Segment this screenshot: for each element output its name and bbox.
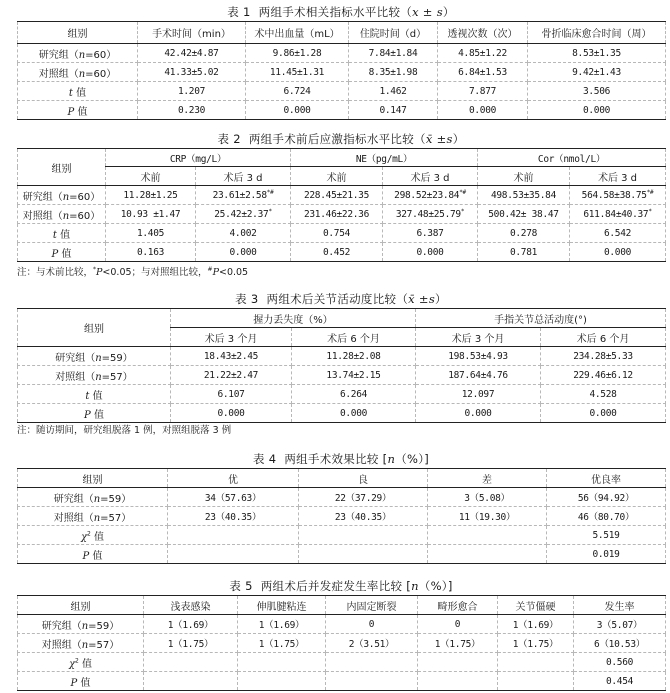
cell: 10.93 ±1.47: [106, 205, 196, 224]
cell: 0.278: [478, 224, 570, 243]
column-header: 优: [168, 469, 299, 488]
cell: 1（1.75）: [238, 634, 326, 653]
column-header: 内固定断裂: [326, 596, 418, 615]
table-4-grid: [17, 468, 666, 564]
cell: 234.28±5.33: [541, 347, 666, 366]
header-row: [18, 469, 666, 488]
table-title: 两组手术效果比较 [: [284, 452, 388, 466]
table-number: 表 2: [217, 132, 241, 146]
cell: 0: [326, 615, 418, 634]
table-5-grid: [17, 595, 666, 691]
significance-mark: *: [648, 208, 652, 215]
cell: 1（1.75）: [418, 634, 498, 653]
cell: 56（94.92）: [547, 488, 666, 507]
cell: 0.163: [106, 243, 196, 262]
table-1-grid: [17, 21, 666, 120]
table-number: 表 3: [235, 292, 259, 306]
column-header: 良: [299, 469, 428, 488]
column-header: 组别: [18, 309, 171, 347]
stat-notation: n: [411, 579, 419, 593]
column-header: 术后 3 d: [570, 167, 666, 186]
cell: 327.48±25.79*: [383, 205, 478, 224]
cell: [168, 545, 299, 564]
cell: 11（19.30）: [428, 507, 547, 526]
cell: 0.147: [349, 101, 438, 120]
row-label: 研究组（n=59）: [18, 488, 168, 507]
column-header: 术后 3 个月: [416, 328, 541, 347]
cell: [418, 653, 498, 672]
cell: [498, 653, 574, 672]
cell: 0.000: [246, 101, 349, 120]
cell: 11.28±2.08: [292, 347, 416, 366]
cell: 1（1.69）: [498, 615, 574, 634]
table-row: [18, 366, 666, 385]
chi-square-row: [18, 653, 666, 672]
header-row: [18, 596, 666, 615]
column-group-header: 握力丢失度（%）: [171, 309, 416, 328]
row-label: $\chi^2$ 值: [18, 653, 144, 672]
column-header: 术前: [478, 167, 570, 186]
header-row: [18, 149, 666, 167]
column-header: 骨折临床愈合时间（周）: [528, 22, 666, 44]
cell: [428, 545, 547, 564]
cell: [326, 672, 418, 691]
cell: 22（37.29）: [299, 488, 428, 507]
table-3-grid: [17, 308, 666, 423]
cell: 0.000: [416, 404, 541, 423]
cell: 1.207: [138, 82, 246, 101]
column-header: 术后 3 个月: [171, 328, 292, 347]
table-4-caption: 表 4 两组手术效果比较 [n（%）]: [252, 452, 430, 466]
row-label: t 值: [18, 82, 138, 101]
column-header: 伸肌腱粘连: [238, 596, 326, 615]
p-value-row: [18, 545, 666, 564]
cell: 3.506: [528, 82, 666, 101]
cell: [144, 672, 238, 691]
cell: 0.019: [547, 545, 666, 564]
table-2-grid: [17, 148, 666, 262]
p-value-row: [18, 101, 666, 120]
cell: [498, 672, 574, 691]
cell: [144, 653, 238, 672]
t-value-row: [18, 385, 666, 404]
cell: 0.000: [171, 404, 292, 423]
table-title: 两组术后并发症发生率比较 [: [260, 579, 412, 593]
cell: 6.84±1.53: [438, 63, 528, 82]
cell: 298.52±23.84*#: [383, 186, 478, 205]
cell: 0.454: [574, 672, 666, 691]
cell: 198.53±4.93: [416, 347, 541, 366]
cell: 4.528: [541, 385, 666, 404]
table-3-caption: 表 3 两组术后关节活动度比较（x̄ ±s）: [235, 292, 447, 306]
cell: 2（3.51）: [326, 634, 418, 653]
row-label: 对照组（n=57）: [18, 634, 144, 653]
cell: [299, 545, 428, 564]
column-header: 住院时间（d）: [349, 22, 438, 44]
cell: 8.53±1.35: [528, 44, 666, 63]
cell: [238, 672, 326, 691]
cell: 0.452: [291, 243, 383, 262]
column-header: 组别: [18, 22, 138, 44]
row-label: P 值: [18, 545, 168, 564]
table-3-note: 注：随访期间，研究组脱落 1 例，对照组脱落 3 例: [17, 425, 232, 436]
cell: 498.53±35.84: [478, 186, 570, 205]
column-header: 组别: [18, 469, 168, 488]
cell: 1（1.75）: [498, 634, 574, 653]
cell: 11.45±1.31: [246, 63, 349, 82]
column-header: 术后 6 个月: [292, 328, 416, 347]
table-2-note: 注：与术前比较，*P<0.05；与对照组比较，#P<0.05: [17, 266, 249, 278]
cell: 0.000: [541, 404, 666, 423]
column-header: 术前: [291, 167, 383, 186]
column-group-header: 手指关节总活动度(°): [416, 309, 666, 328]
column-group-header: NE（pg/mL）: [291, 149, 478, 167]
cell: 0.781: [478, 243, 570, 262]
cell: 12.097: [416, 385, 541, 404]
cell: 7.877: [438, 82, 528, 101]
row-label: 对照组（n=60）: [18, 205, 106, 224]
subheader-row: [18, 167, 666, 186]
table-3: [17, 291, 665, 439]
significance-mark: *#: [646, 189, 654, 196]
table-title: 两组手术前后应激指标水平比较（: [248, 132, 426, 146]
header-row: [18, 22, 666, 44]
stat-notation: x ± s: [412, 5, 443, 19]
column-group-header: CRP（mg/L）: [106, 149, 291, 167]
row-label: 对照组（n=60）: [18, 63, 138, 82]
cell: 6.107: [171, 385, 292, 404]
cell: 34（57.63）: [168, 488, 299, 507]
row-label: t 值: [18, 385, 171, 404]
cell: 23（40.35）: [299, 507, 428, 526]
significance-mark: *#: [459, 189, 466, 196]
table-5: [17, 578, 665, 691]
cell: 8.35±1.98: [349, 63, 438, 82]
row-label: P 值: [18, 101, 138, 120]
cell: 0.230: [138, 101, 246, 120]
cell: [299, 526, 428, 545]
cell: 1（1.69）: [144, 615, 238, 634]
cell: 0.560: [574, 653, 666, 672]
column-header: 浅表感染: [144, 596, 238, 615]
column-header: 关节僵硬: [498, 596, 574, 615]
cell: 18.43±2.45: [171, 347, 292, 366]
column-header: 术后 3 d: [196, 167, 291, 186]
column-header: 手术时间（min）: [138, 22, 246, 44]
significance-mark: *#: [266, 189, 274, 196]
cell: [418, 672, 498, 691]
cell: 228.45±21.35: [291, 186, 383, 205]
cell: 4.85±1.22: [438, 44, 528, 63]
table-row: [18, 63, 666, 82]
cell: 46（80.70）: [547, 507, 666, 526]
row-label: P 值: [18, 404, 171, 423]
column-header: 发生率: [574, 596, 666, 615]
table-title: 两组术后关节活动度比较（: [266, 292, 409, 306]
table-row: [18, 615, 666, 634]
cell: [326, 653, 418, 672]
column-group-header: Cor（nmol/L）: [478, 149, 666, 167]
row-label: P 值: [18, 672, 144, 691]
cell: 13.74±2.15: [292, 366, 416, 385]
row-label: 对照组（n=57）: [18, 366, 171, 385]
cell: 9.86±1.28: [246, 44, 349, 63]
cell: 1.405: [106, 224, 196, 243]
table-title: 两组手术相关指标水平比较（: [258, 5, 413, 19]
cell: [428, 526, 547, 545]
column-header: 组别: [18, 596, 144, 615]
cell: 6.264: [292, 385, 416, 404]
row-label: 研究组（n=59）: [18, 347, 171, 366]
table-number: 表 4: [252, 452, 277, 466]
column-header: 术后 6 个月: [541, 328, 666, 347]
cell: 1（1.75）: [144, 634, 238, 653]
cell: 187.64±4.76: [416, 366, 541, 385]
cell: 9.42±1.43: [528, 63, 666, 82]
cell: 0.000: [438, 101, 528, 120]
row-label: 研究组（n=60）: [18, 186, 106, 205]
cell: 21.22±2.47: [171, 366, 292, 385]
cell: 0.000: [383, 243, 478, 262]
column-header: 术后 3 d: [383, 167, 478, 186]
t-value-row: [18, 224, 666, 243]
table-row: [18, 44, 666, 63]
column-header: 差: [428, 469, 547, 488]
stat-notation: x̄ ±s: [408, 292, 436, 306]
cell: 6.387: [383, 224, 478, 243]
cell: 564.58±38.75*#: [570, 186, 666, 205]
p-value-row: [18, 404, 666, 423]
cell: [168, 526, 299, 545]
table-2-caption: 表 2 两组手术前后应激指标水平比较（x̄ ±s）: [217, 132, 465, 146]
chi-square-row: [18, 526, 666, 545]
cell: 3（5.07）: [574, 615, 666, 634]
cell: 4.002: [196, 224, 291, 243]
cell: 0.000: [196, 243, 291, 262]
cell: 231.46±22.36: [291, 205, 383, 224]
significance-mark: *: [460, 208, 465, 215]
row-label: t 值: [18, 224, 106, 243]
cell: 23.61±2.58*#: [196, 186, 291, 205]
row-label: 研究组（n=60）: [18, 44, 138, 63]
t-value-row: [18, 82, 666, 101]
p-value-row: [18, 243, 666, 262]
cell: 1（1.69）: [238, 615, 326, 634]
table-row: [18, 507, 666, 526]
column-header: 畸形愈合: [418, 596, 498, 615]
row-label: P 值: [18, 243, 106, 262]
table-1: [17, 4, 665, 120]
column-header: 组别: [18, 149, 106, 186]
table-row: [18, 205, 666, 224]
cell: [238, 653, 326, 672]
row-label: 研究组（n=59）: [18, 615, 144, 634]
cell: 41.33±5.02: [138, 63, 246, 82]
cell: 0: [418, 615, 498, 634]
cell: 1.462: [349, 82, 438, 101]
table-number: 表 1: [227, 5, 251, 19]
significance-mark: *: [268, 208, 272, 215]
column-header: 术前: [106, 167, 196, 186]
cell: 3（5.08）: [428, 488, 547, 507]
column-header: 透视次数（次）: [438, 22, 528, 44]
cell: 11.28±1.25: [106, 186, 196, 205]
header-row: [18, 309, 666, 328]
cell: 611.84±40.37*: [570, 205, 666, 224]
table-1-caption: 表 1 两组手术相关指标水平比较（x ± s）: [227, 5, 455, 19]
cell: 0.000: [292, 404, 416, 423]
table-row: [18, 186, 666, 205]
column-header: 优良率: [547, 469, 666, 488]
row-label: 对照组（n=57）: [18, 507, 168, 526]
cell: 7.84±1.84: [349, 44, 438, 63]
row-label: $\chi^2$ 值: [18, 526, 168, 545]
cell: 0.000: [570, 243, 666, 262]
stat-notation: n: [387, 452, 396, 466]
cell: 500.42± 38.47: [478, 205, 570, 224]
cell: 6（10.53）: [574, 634, 666, 653]
table-4: [17, 451, 665, 564]
column-header: 术中出血量（mL）: [246, 22, 349, 44]
cell: 23（40.35）: [168, 507, 299, 526]
table-number: 表 5: [229, 579, 253, 593]
cell: 6.542: [570, 224, 666, 243]
table-row: [18, 488, 666, 507]
cell: 6.724: [246, 82, 349, 101]
cell: 5.519: [547, 526, 666, 545]
cell: 42.42±4.87: [138, 44, 246, 63]
p-value-row: [18, 672, 666, 691]
cell: 0.000: [528, 101, 666, 120]
stat-notation: x̄ ±s: [425, 132, 453, 146]
table-row: [18, 634, 666, 653]
cell: 0.754: [291, 224, 383, 243]
cell: 229.46±6.12: [541, 366, 666, 385]
cell: 25.42±2.37*: [196, 205, 291, 224]
table-5-caption: 表 5 两组术后并发症发生率比较 [n（%）]: [229, 579, 453, 593]
table-2: [17, 131, 665, 278]
table-row: [18, 347, 666, 366]
